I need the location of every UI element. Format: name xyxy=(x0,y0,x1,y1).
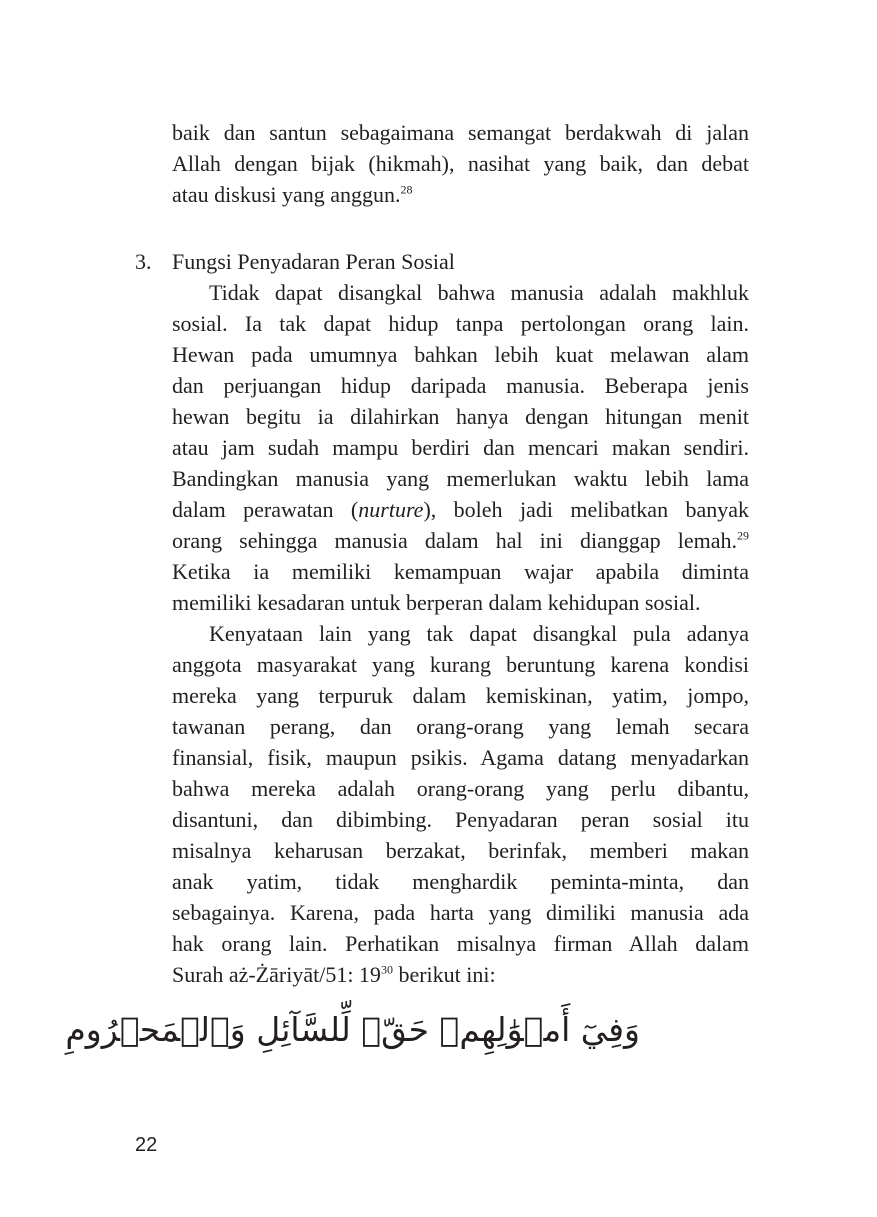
text-segment: Surah aż-Żāriyāt/51: 19 xyxy=(172,962,381,987)
text-line: hewan begitu ia dilahirkan hanya dengan hitungan menit xyxy=(172,404,749,429)
text-line: anak yatim, tidak menghardik peminta-minta, dan xyxy=(172,869,749,894)
footnote-ref: 29 xyxy=(737,528,749,543)
text-line: mereka yang terpuruk dalam kemiskinan, yatim, jompo, xyxy=(172,683,749,708)
footnote-ref: 30 xyxy=(380,962,393,977)
text-line: Ketika ia memiliki kemampuan wajar apabila diminta xyxy=(172,559,749,584)
text-segment: ), boleh jadi melibatkan banyak xyxy=(423,497,750,522)
paragraph-1 xyxy=(172,277,749,618)
text-line: baik dan santun sebagaimana semangat berdakwah di jalan xyxy=(172,120,749,145)
top-paragraph xyxy=(172,117,749,210)
text-segment: orang sehingga manusia dalam hal ini dianggap lemah. xyxy=(172,528,737,553)
text-line: misalnya keharusan berzakat, berinfak, memberi makan xyxy=(172,838,749,863)
italic-term: nurture xyxy=(358,497,424,522)
text-line xyxy=(172,525,749,556)
text-line: memiliki kesadaran untuk berperan dalam kehidupan sosial. xyxy=(172,590,701,615)
text-line: bahwa mereka adalah orang-orang yang perlu dibantu, xyxy=(172,776,749,801)
footnote-ref: 28 xyxy=(400,182,413,197)
page-number: 22 xyxy=(135,1134,158,1156)
text-segment: dalam perawatan ( xyxy=(172,497,359,522)
text-segment: berikut ini: xyxy=(392,962,496,987)
text-line: Hewan pada umumnya bahkan lebih kuat melawan alam xyxy=(172,342,749,367)
text-line xyxy=(172,494,749,525)
section-heading xyxy=(172,246,749,277)
text-line: Allah dengan bijak (hikmah), nasihat yang baik, dan debat xyxy=(172,151,749,176)
text-line: sosial. Ia tak dapat hidup tanpa pertolongan orang lain. xyxy=(172,311,749,336)
paragraph-2 xyxy=(172,618,749,990)
heading-text: Fungsi Penyadaran Peran Sosial xyxy=(172,249,455,274)
section-number: 3. xyxy=(135,249,152,274)
text-line: anggota masyarakat yang kurang beruntung karena kondisi xyxy=(172,652,749,677)
text-line: sebagainya. Karena, pada harta yang dimiliki manusia ada xyxy=(172,900,749,925)
text-line: Bandingkan manusia yang memerlukan waktu lebih lama xyxy=(172,466,749,491)
text-line: disantuni, dan dibimbing. Penyadaran peran sosial itu xyxy=(172,807,749,832)
text-segment: atau diskusi yang anggun. xyxy=(172,182,401,207)
text-line: Kenyataan lain yang tak dapat disangkal pula adanya xyxy=(209,621,749,646)
text-line xyxy=(172,179,749,210)
text-line xyxy=(172,959,749,990)
text-line: atau jam sudah mampu berdiri dan mencari makan sendiri. xyxy=(172,435,749,460)
text-line: hak orang lain. Perhatikan misalnya firman Allah dalam xyxy=(172,931,749,956)
quran-verse: وَفِيٓ أَمۡوَٰلِهِمۡ حَقّٞ لِّلسَّآئِلِ وَٱلۡمَحۡرُومِ xyxy=(65,1010,640,1049)
text-line: Tidak dapat disangkal bahwa manusia adalah makhluk xyxy=(209,280,749,305)
text-line: finansial, fisik, maupun psikis. Agama datang menyadarkan xyxy=(172,745,749,770)
text-line: dan perjuangan hidup daripada manusia. Beberapa jenis xyxy=(172,373,749,398)
text-line: tawanan perang, dan orang-orang yang lemah secara xyxy=(172,714,749,739)
